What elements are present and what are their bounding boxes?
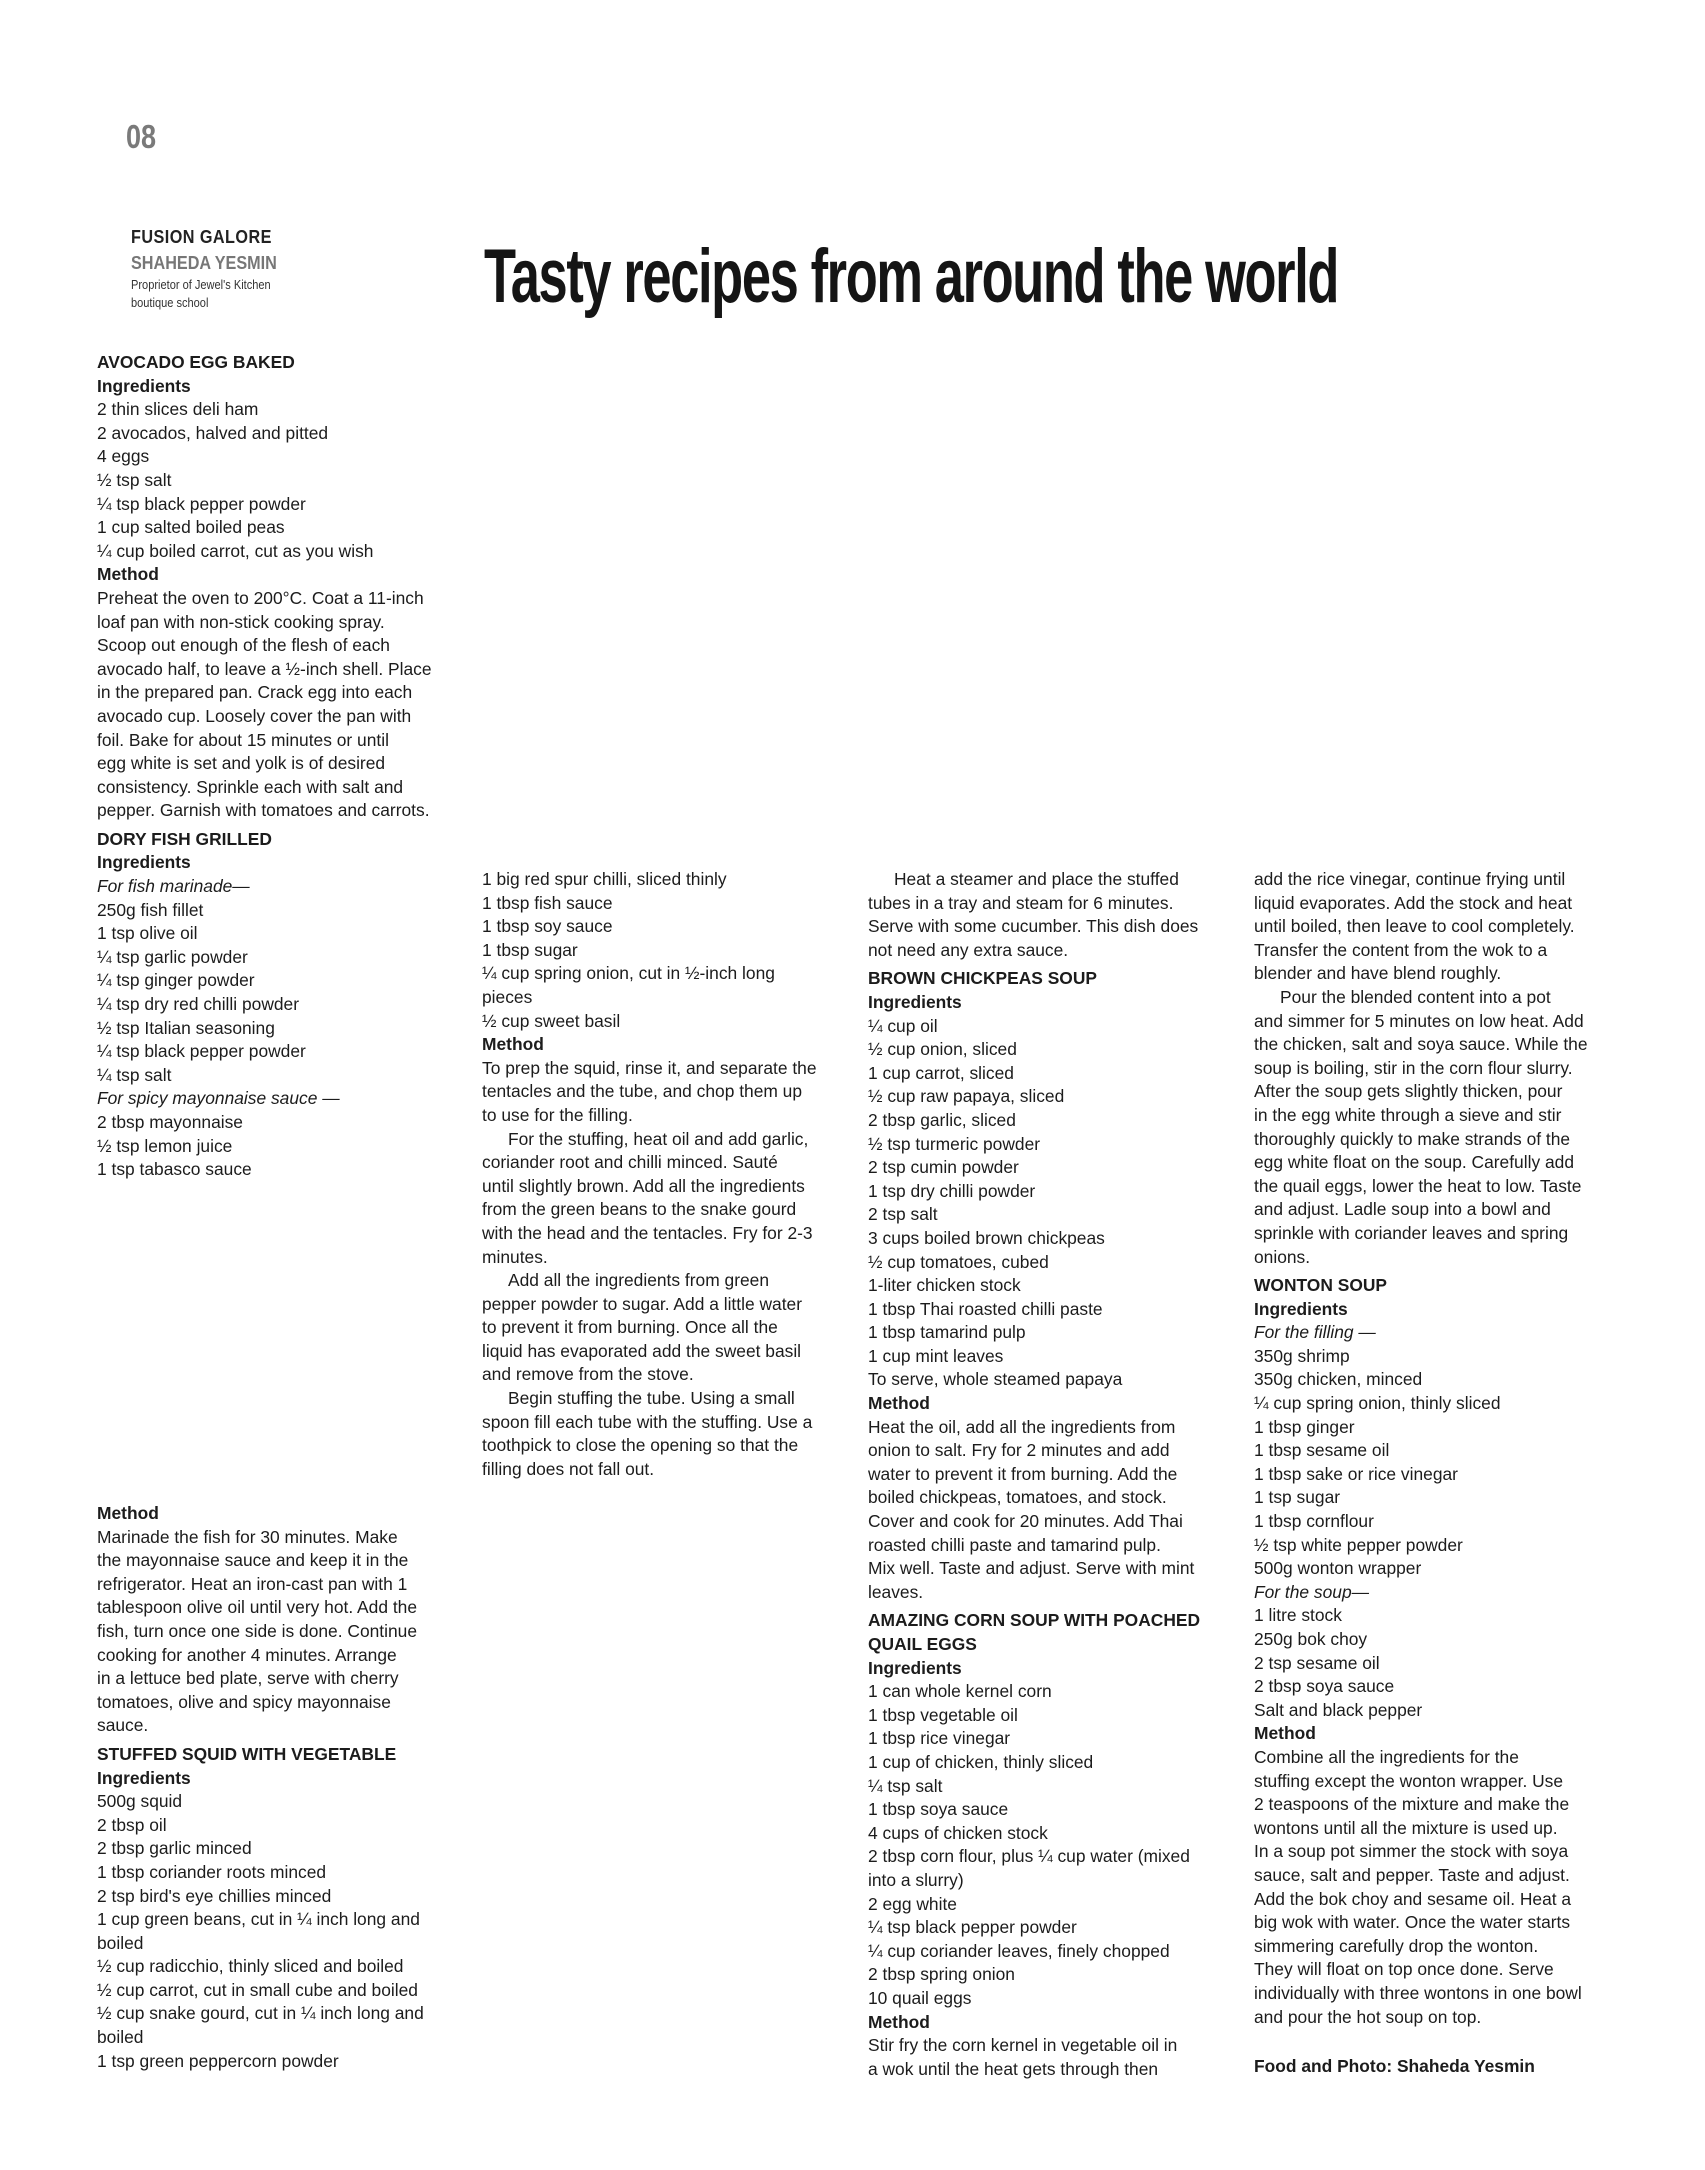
column-4: [1254, 868, 1634, 2029]
text-line: 1 tsp green peppercorn powder: [97, 2050, 339, 2071]
sub-label: For the filling —: [1254, 1322, 1376, 1343]
text-line: ¼ tsp salt: [97, 1064, 172, 1085]
text-line: loaf pan with non-stick cooking spray.: [97, 611, 385, 632]
text-line: liquid has evaporated add the sweet basil: [482, 1340, 802, 1361]
text-line: 1 cup green beans, cut in ¼ inch long and: [97, 1909, 420, 1930]
text-line: boiled chickpeas, tomatoes, and stock.: [868, 1487, 1167, 1508]
text-line: 2 teaspoons of the mixture and make the: [1254, 1794, 1570, 1815]
text-line: leaves.: [868, 1581, 924, 1602]
text-line: 350g shrimp: [1254, 1345, 1350, 1366]
text-line: 1 tbsp coriander roots minced: [97, 1861, 327, 1882]
text-line: ¼ cup spring onion, cut in ½-inch long: [482, 963, 775, 984]
text-line: ¼ cup boiled carrot, cut as you wish: [97, 540, 374, 561]
text-line: In a soup pot simmer the stock with soya: [1254, 1841, 1569, 1862]
text-line: Add the bok choy and sesame oil. Heat a: [1254, 1888, 1572, 1909]
text-line: the mayonnaise sauce and keep it in the: [97, 1550, 409, 1571]
text-line: 2 avocados, halved and pitted: [97, 422, 329, 443]
text-line: a wok until the heat gets through then: [868, 2058, 1159, 2079]
text-line: 250g bok choy: [1254, 1629, 1368, 1649]
paragraph-start: Pour the blended content into a pot: [1280, 986, 1551, 1007]
text-line: 2 egg white: [868, 1893, 957, 1914]
text-line: 1 cup carrot, sliced: [868, 1062, 1014, 1083]
text-line: roasted chilli paste and tamarind pulp.: [868, 1534, 1161, 1555]
text-line: 1 tbsp sugar: [482, 939, 578, 960]
author-role: Proprietor of Jewel's Kitchen boutique school: [131, 277, 271, 310]
text-line: Scoop out enough of the flesh of each: [97, 635, 390, 656]
paragraph-start: Heat a steamer and place the stuffed: [894, 869, 1179, 889]
paragraph-start: Add all the ingredients from green: [508, 1270, 770, 1291]
text-line: liquid evaporates. Add the stock and heat: [1254, 892, 1573, 913]
text-line: with the head and the tentacles. Fry for 2-3: [482, 1222, 813, 1243]
text-line: ½ cup tomatoes, cubed: [868, 1251, 1049, 1272]
text-line: ¼ tsp ginger powder: [97, 970, 255, 991]
text-line: pieces: [482, 986, 533, 1007]
sub-label: For fish marinade—: [97, 876, 250, 897]
text-line: ½ cup snake gourd, cut in ¼ inch long and: [97, 2003, 424, 2024]
recipe-title: BROWN CHICKPEAS SOUP: [868, 968, 1097, 989]
headline: Tasty recipes from around the world: [484, 234, 1339, 319]
text-line: 1 can whole kernel corn: [868, 1681, 1052, 1702]
text-line: tomatoes, olive and spicy mayonnaise: [97, 1691, 391, 1712]
text-line: 1 tsp dry chilli powder: [868, 1180, 1036, 1201]
text-line: the chicken, salt and soya sauce. While the: [1254, 1034, 1588, 1055]
text-line: coriander root and chilli minced. Sauté: [482, 1152, 778, 1173]
text-line: avocado cup. Loosely cover the pan with: [97, 705, 412, 726]
text-line: onion to salt. Fry for 2 minutes and add: [868, 1440, 1170, 1461]
text-line: pepper. Garnish with tomatoes and carrots.: [97, 800, 430, 821]
photo-credit: Food and Photo: Shaheda Yesmin: [1254, 2056, 1535, 2076]
text-line: tubes in a tray and steam for 6 minutes.: [868, 892, 1174, 913]
paragraph-start: For the stuffing, heat oil and add garlic,: [508, 1128, 809, 1149]
paragraph-start: Begin stuffing the tube. Using a small: [508, 1388, 795, 1409]
text-line: 1 tbsp fish sauce: [482, 892, 613, 913]
text-line: ½ cup onion, sliced: [868, 1039, 1017, 1060]
text-line: wontons until all the mixture is used up.: [1254, 1817, 1558, 1838]
text-line: 2 tbsp mayonnaise: [97, 1112, 243, 1132]
recipe-title: QUAIL EGGS: [868, 1634, 977, 1654]
text-line: until slightly brown. Add all the ingredients: [482, 1175, 805, 1196]
text-line: 10 quail eggs: [868, 1987, 972, 2008]
text-line: blender and have blend roughly.: [1254, 963, 1502, 984]
text-line: egg white float on the soup. Carefully add: [1254, 1152, 1575, 1173]
text-line: 1 big red spur chilli, sliced thinly: [482, 869, 727, 889]
text-line: Serve with some cucumber. This dish does: [868, 916, 1199, 937]
text-line: 1 tbsp ginger: [1254, 1416, 1355, 1437]
text-line: boiled: [97, 2027, 144, 2048]
text-line: add the rice vinegar, continue frying until: [1254, 869, 1566, 889]
text-line: and remove from the stove.: [482, 1364, 694, 1385]
recipe-title: STUFFED SQUID WITH VEGETABLE: [97, 1743, 397, 1764]
text-line: to prevent it from burning. Once all the: [482, 1317, 778, 1338]
text-line: onions.: [1254, 1246, 1311, 1267]
subheading: Ingredients: [97, 375, 191, 396]
text-line: tentacles and the tube, and chop them up: [482, 1081, 803, 1102]
text-line: ½ cup carrot, cut in small cube and boiled: [97, 1979, 418, 2000]
text-line: ¼ cup coriander leaves, finely chopped: [868, 1940, 1170, 1961]
text-line: and adjust. Ladle soup into a bowl and: [1254, 1199, 1551, 1220]
text-line: individually with three wontons in one bowl: [1254, 1982, 1582, 2003]
text-line: 1 tbsp sesame oil: [1254, 1440, 1390, 1461]
text-line: 2 tsp salt: [868, 1204, 938, 1225]
text-line: ¼ tsp black pepper powder: [97, 493, 306, 514]
text-line: refrigerator. Heat an iron-cast pan with 1: [97, 1573, 408, 1594]
subheading: Ingredients: [97, 852, 191, 873]
recipe-title: AMAZING CORN SOUP WITH POACHED: [868, 1610, 1201, 1631]
text-line: water to prevent it from burning. Add the: [868, 1463, 1178, 1484]
text-line: ¼ tsp salt: [868, 1775, 943, 1796]
text-line: in the prepared pan. Crack egg into each: [97, 682, 413, 703]
text-line: avocado half, to leave a ½-inch shell. Place: [97, 658, 432, 679]
subheading: Method: [97, 1503, 159, 1523]
subheading: Method: [868, 2011, 930, 2032]
text-line: 1 tbsp vegetable oil: [868, 1704, 1018, 1725]
text-line: Marinade the fish for 30 minutes. Make: [97, 1526, 398, 1547]
author-name: SHAHEDA YESMIN: [131, 253, 277, 273]
sub-label: For the soup—: [1254, 1581, 1370, 1602]
text-line: To prep the squid, rinse it, and separate the: [482, 1057, 817, 1078]
text-line: ½ tsp white pepper powder: [1254, 1534, 1463, 1555]
text-line: sauce.: [97, 1715, 149, 1736]
text-line: 2 tsp cumin powder: [868, 1157, 1019, 1178]
text-line: ¼ tsp garlic powder: [97, 946, 248, 967]
text-line: 1 litre stock: [1254, 1605, 1342, 1626]
text-line: 1 tbsp tamarind pulp: [868, 1322, 1026, 1343]
subheading: Method: [97, 564, 159, 585]
text-line: 1 tbsp Thai roasted chilli paste: [868, 1298, 1103, 1319]
text-line: 3 cups boiled brown chickpeas: [868, 1227, 1105, 1248]
text-line: in a lettuce bed plate, serve with cherry: [97, 1668, 399, 1689]
text-line: ¼ cup oil: [868, 1015, 938, 1036]
section-label: FUSION GALORE: [131, 227, 272, 247]
text-line: minutes.: [482, 1246, 548, 1267]
text-line: ¼ cup spring onion, thinly sliced: [1254, 1393, 1501, 1414]
text-line: fish, turn once one side is done. Continue: [97, 1620, 418, 1641]
text-line: ½ cup raw papaya, sliced: [868, 1086, 1065, 1107]
text-line: 2 tbsp spring onion: [868, 1964, 1015, 1985]
text-line: from the green beans to the snake gourd: [482, 1199, 797, 1220]
text-line: ½ tsp salt: [97, 469, 172, 490]
sub-label: For spicy mayonnaise sauce —: [97, 1088, 340, 1109]
subheading: Method: [482, 1034, 544, 1055]
text-line: 1 tbsp sake or rice vinegar: [1254, 1463, 1458, 1484]
text-line: To serve, whole steamed papaya: [868, 1369, 1123, 1390]
text-line: stuffing except the wonton wrapper. Use: [1254, 1770, 1564, 1791]
recipe-title: DORY FISH GRILLED: [97, 828, 272, 849]
column-1-bottom: [97, 1502, 457, 2073]
subheading: Method: [1254, 1723, 1316, 1744]
text-line: in the egg white through a sieve and stir: [1254, 1104, 1562, 1125]
text-line: 1 tbsp cornflour: [1254, 1511, 1374, 1532]
subheading: Ingredients: [97, 1767, 191, 1788]
text-line: big wok with water. Once the water starts: [1254, 1912, 1571, 1933]
subheading: Ingredients: [868, 991, 962, 1012]
text-line: ½ cup sweet basil: [482, 1010, 621, 1031]
text-line: Transfer the content from the wok to a: [1254, 939, 1548, 960]
text-line: pepper powder to sugar. Add a little water: [482, 1293, 802, 1314]
text-line: ½ tsp Italian seasoning: [97, 1017, 275, 1038]
text-line: Stir fry the corn kernel in vegetable oil in: [868, 2035, 1178, 2056]
text-line: Cover and cook for 20 minutes. Add Thai: [868, 1511, 1183, 1532]
text-line: 1 tsp sugar: [1254, 1487, 1341, 1508]
text-line: 2 tbsp garlic, sliced: [868, 1109, 1016, 1130]
text-line: tablespoon olive oil until very hot. Add the: [97, 1597, 418, 1618]
text-line: Heat the oil, add all the ingredients from: [868, 1416, 1176, 1437]
text-line: until boiled, then leave to cool completely.: [1254, 916, 1575, 937]
text-line: 4 eggs: [97, 446, 150, 467]
text-line: ½ cup radicchio, thinly sliced and boiled: [97, 1956, 404, 1977]
text-line: ¼ tsp black pepper powder: [868, 1917, 1077, 1938]
text-line: Mix well. Taste and adjust. Serve with mint: [868, 1558, 1195, 1579]
column-3: [868, 868, 1228, 2081]
text-line: 2 tbsp oil: [97, 1814, 167, 1835]
text-line: After the soup gets slightly thicken, pour: [1254, 1081, 1563, 1102]
text-line: ½ tsp lemon juice: [97, 1135, 233, 1156]
text-line: 250g fish fillet: [97, 899, 204, 920]
text-line: 1 cup mint leaves: [868, 1345, 1004, 1366]
text-line: filling does not fall out.: [482, 1458, 655, 1479]
text-line: 1-liter chicken stock: [868, 1275, 1021, 1296]
text-line: egg white is set and yolk is of desired: [97, 753, 386, 774]
page-number: 08: [126, 118, 157, 155]
text-line: sprinkle with coriander leaves and spring: [1254, 1222, 1569, 1243]
text-line: simmering carefully drop the wonton.: [1254, 1935, 1539, 1956]
recipe-title: AVOCADO EGG BAKED: [97, 352, 295, 372]
text-line: 1 cup of chicken, thinly sliced: [868, 1751, 1094, 1772]
text-line: 2 tsp bird's eye chillies minced: [97, 1885, 332, 1906]
text-line: 2 thin slices deli ham: [97, 399, 259, 420]
text-line: ½ tsp turmeric powder: [868, 1133, 1041, 1154]
text-line: 2 tbsp soya sauce: [1254, 1676, 1395, 1697]
text-line: the quail eggs, lower the heat to low. Taste: [1254, 1175, 1582, 1196]
text-line: ¼ tsp black pepper powder: [97, 1041, 306, 1062]
text-line: 1 tbsp rice vinegar: [868, 1728, 1011, 1749]
recipe-title: WONTON SOUP: [1254, 1275, 1388, 1296]
text-line: spoon fill each tube with the stuffing. Use a: [482, 1411, 813, 1432]
text-line: 1 tsp olive oil: [97, 923, 198, 944]
text-line: consistency. Sprinkle each with salt and: [97, 776, 404, 797]
text-line: 2 tbsp corn flour, plus ¼ cup water (mixed: [868, 1846, 1190, 1867]
text-line: Combine all the ingredients for the: [1254, 1746, 1519, 1767]
subheading: Method: [868, 1393, 930, 1414]
text-line: soup is boiling, stir in the corn flour slurry.: [1254, 1057, 1573, 1078]
text-line: 500g squid: [97, 1791, 183, 1812]
text-line: and simmer for 5 minutes on low heat. Add: [1254, 1010, 1584, 1031]
text-line: Salt and black pepper: [1254, 1699, 1423, 1720]
text-line: not need any extra sauce.: [868, 939, 1069, 960]
column-1-top: [97, 351, 457, 1182]
text-line: 1 tbsp soya sauce: [868, 1799, 1009, 1820]
text-line: sauce, salt and pepper. Taste and adjust.: [1254, 1864, 1570, 1885]
text-line: 2 tsp sesame oil: [1254, 1652, 1380, 1673]
text-line: 4 cups of chicken stock: [868, 1822, 1048, 1843]
column-2: [482, 868, 842, 1481]
text-line: boiled: [97, 1932, 144, 1953]
text-line: foil. Bake for about 15 minutes or until: [97, 729, 389, 750]
text-line: 350g chicken, minced: [1254, 1369, 1423, 1390]
text-line: 500g wonton wrapper: [1254, 1558, 1422, 1579]
text-line: Preheat the oven to 200°C. Coat a 11-inch: [97, 587, 424, 608]
text-line: cooking for another 4 minutes. Arrange: [97, 1644, 397, 1665]
text-line: into a slurry): [868, 1869, 964, 1890]
text-line: 2 tbsp garlic minced: [97, 1838, 252, 1859]
text-line: thoroughly quickly to make strands of the: [1254, 1128, 1571, 1149]
text-line: to use for the filling.: [482, 1104, 633, 1125]
subheading: Ingredients: [868, 1657, 962, 1678]
text-line: ¼ tsp dry red chilli powder: [97, 994, 300, 1015]
text-line: toothpick to close the opening so that the: [482, 1435, 799, 1456]
text-line: 1 tsp tabasco sauce: [97, 1159, 252, 1180]
text-line: 1 tbsp soy sauce: [482, 916, 613, 937]
text-line: and pour the hot soup on top.: [1254, 2006, 1482, 2027]
text-line: 1 cup salted boiled peas: [97, 517, 285, 538]
text-line: They will float on top once done. Serve: [1254, 1959, 1554, 1980]
subheading: Ingredients: [1254, 1298, 1348, 1319]
